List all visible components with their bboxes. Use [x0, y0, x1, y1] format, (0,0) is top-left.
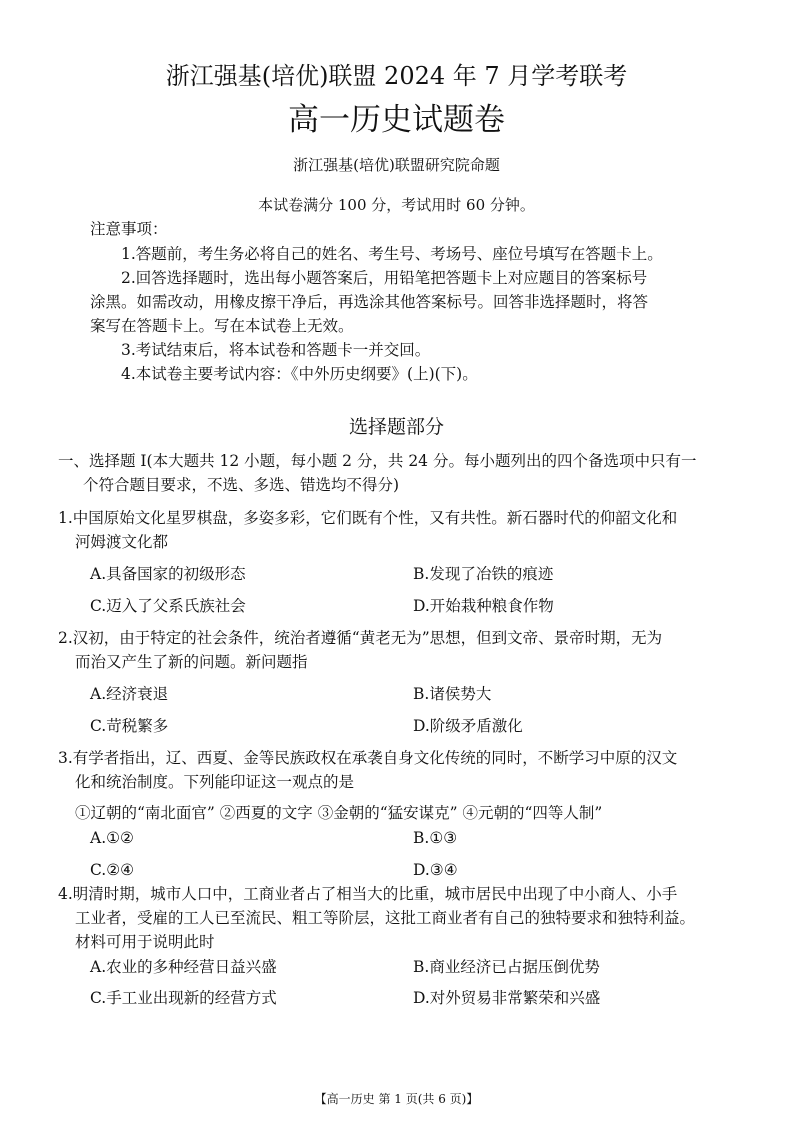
notice-heading: 注意事项： — [90, 220, 168, 238]
question-3-option-c: C.②④ — [90, 861, 135, 879]
part-instructions: 一、选择题 I(本大题共 12 小题，每小题 2 分，共 24 分。每小题列出的四个备选项中只有一 — [58, 452, 697, 470]
section-title: 选择题部分 — [348, 416, 444, 438]
question-1-stem: 河姆渡文化都 — [75, 533, 169, 551]
question-4-option-c: C.手工业出现新的经营方式 — [90, 989, 277, 1007]
question-2-stem: 而治又产生了新的问题。新问题指 — [75, 653, 308, 671]
notice-item: 2.回答选择题时，选出每小题答案后，用铅笔把答题卡上对应题目的答案标号 — [121, 269, 648, 287]
question-1-option-d: D.开始栽种粮食作物 — [413, 597, 554, 615]
notice-item: 4.本试卷主要考试内容：《中外历史纲要》(上)(下)。 — [121, 365, 478, 383]
question-3-option-b: B.①③ — [413, 829, 458, 847]
question-1-option-c: C.迈入了父系氏族社会 — [90, 597, 246, 615]
question-4-stem: 工业者，受雇的工人已至流民、粗工等阶层，这批工商业者有自己的独特要求和独特利益。 — [75, 909, 696, 927]
question-4-stem: 4.明清时期，城市人口中，工商业者占了相当大的比重，城市居民中出现了中小商人、小手 — [58, 885, 678, 903]
question-3-option-d: D.③④ — [413, 861, 458, 879]
question-4-option-d: D.对外贸易非常繁荣和兴盛 — [413, 989, 601, 1007]
exam-title: 高一历史试题卷 — [288, 102, 505, 138]
question-4-option-a: A.农业的多种经营日益兴盛 — [90, 958, 277, 976]
question-2-option-d: D.阶级矛盾激化 — [413, 717, 523, 735]
question-1-stem: 1.中国原始文化星罗棋盘，多姿多彩，它们既有个性，又有共性。新石器时代的仰韶文化和 — [58, 509, 678, 527]
question-3-option-a: A.①② — [90, 829, 134, 847]
notice-item: 3.考试结束后，将本试卷和答题卡一并交回。 — [121, 341, 431, 359]
exam-header-line: 浙江强基(培优)联盟 2024 年 7 月学考联考 — [165, 62, 628, 90]
notice-item: 1.答题前，考生务必将自己的姓名、考生号、考场号、座位号填写在答题卡上。 — [121, 245, 663, 263]
question-3-items: ①辽朝的“南北面官” ②西夏的文字 ③金朝的“猛安谋克” ④元朝的“四等人制” — [75, 804, 603, 822]
question-4-option-b: B.商业经济已占据压倒优势 — [413, 958, 600, 976]
question-2-stem: 2.汉初，由于特定的社会条件，统治者遵循“黄老无为”思想，但到文帝、景帝时期，无为 — [58, 629, 663, 647]
exam-meta: 本试卷满分 100 分，考试用时 60 分钟。 — [258, 196, 535, 214]
question-2-option-b: B.诸侯势大 — [413, 685, 492, 703]
question-1-option-a: A.具备国家的初级形态 — [90, 565, 246, 583]
question-1-option-b: B.发现了冶铁的痕迹 — [413, 565, 554, 583]
part-instructions: 个符合题目要求，不选、多选、错选均不得分) — [83, 476, 400, 494]
question-2-option-a: A.经济衰退 — [90, 685, 169, 703]
question-3-stem: 3.有学者指出，辽、西夏、金等民族政权在承袭自身文化传统的同时，不断学习中原的汉文 — [58, 749, 678, 767]
question-3-stem: 化和统治制度。下列能印证这一观点的是 — [75, 773, 355, 791]
page-footer: 【高一历史 第 1 页(共 6 页)】 — [314, 1092, 479, 1106]
question-2-option-c: C.苛税繁多 — [90, 717, 169, 735]
exam-subtitle: 浙江强基(培优)联盟研究院命题 — [293, 156, 500, 174]
question-4-stem: 材料可用于说明此时 — [75, 933, 215, 951]
notice-item: 涂黑。如需改动，用橡皮擦干净后，再选涂其他答案标号。回答非选择题时，将答 — [90, 293, 649, 311]
notice-item: 案写在答题卡上。写在本试卷上无效。 — [90, 317, 354, 335]
